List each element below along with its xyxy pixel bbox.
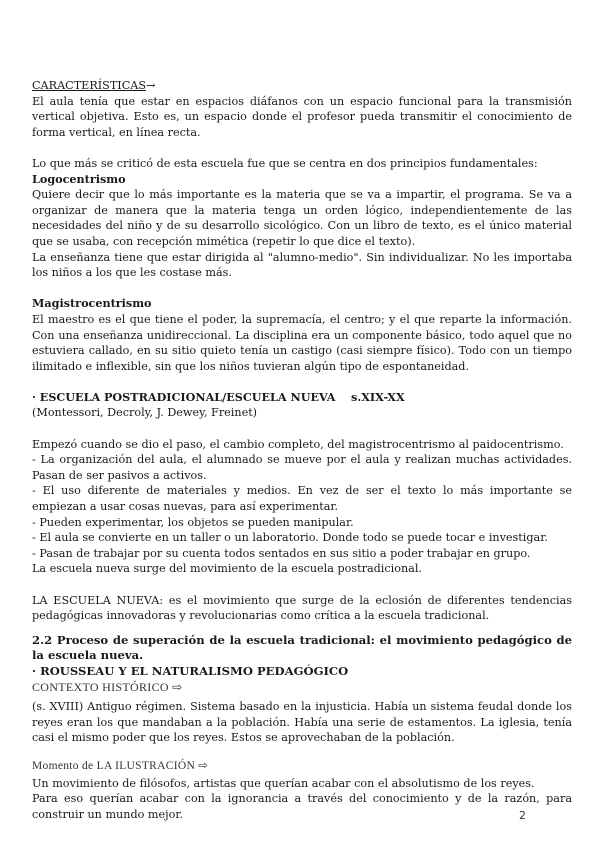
contexto-text: (s. XVIII) Antiguo régimen. Sistema basado en la injusticia. Había un sistema feudal donde los reyes eran los que mandaban a la población. Había una serie de estamentos. La iglesia, tenía casi el mismo poder que los reyes. Estos se aprovechaban de la población. [32, 700, 572, 745]
escuela-nueva-item: - Pasan de trabajar por su cuenta todos sentados en sus sitio a poder trabajar en grupo. [32, 546, 531, 560]
ilustracion-label: Momento de LA ILUSTRACIÓN ⇨ [32, 759, 209, 772]
caracteristicas-heading-text: CARACTERÍSTICAS [32, 79, 147, 92]
escuela-nueva-item: - El aula se convierte en un taller o un laboratorio. Donde todo se puede tocar e investigar. [32, 531, 548, 545]
ilustracion-text-2: Para eso querían acabar con la ignorancia a través del conocimiento y de la razón, para construir un mundo mejor. [32, 792, 572, 821]
logocentrismo-text: Quiere decir que lo más importante es la materia que se va a impartir, el programa. Se va a organizar de manera que la materia tenga un orden lógico, independientemente de las necesidades del niño y de su desarrollo sicológico. Con un libro de texto, es el único material que se usaba, con recepción mimética (repetir lo que dice el texto). [32, 188, 572, 248]
section-2-2-title: 2.2 Proceso de superación de la escuela tradicional: el movimiento pedagógico de la escuela nueva. [32, 632, 572, 663]
contexto-label: CONTEXTO HISTÓRICO ⇨ [32, 680, 183, 694]
document-page [32, 78, 572, 823]
escuela-nueva-definition: LA ESCUELA NUEVA: es el movimiento que surge de la eclosión de diferentes tendencias pedagógicas innovadoras y revolucionarias como crítica a la escuela tradicional. [32, 593, 572, 623]
caracteristicas-heading [32, 78, 572, 94]
magistrocentrismo-title: Magistrocentrismo [32, 296, 152, 311]
section-2-2-subtitle: · ROUSSEAU Y EL NATURALISMO PEDAGÓGICO [32, 663, 349, 678]
escuela-nueva-item: - El uso diferente de materiales y medios. En vez de ser el texto lo más importante se empiezan a usar cosas nuevas, para así experimentar. [32, 484, 572, 514]
escuela-nueva-authors: (Montessori, Decroly, J. Dewey, Freinet) [32, 406, 258, 420]
logocentrismo-title: Logocentrismo [32, 171, 126, 186]
arrow-icon: → [146, 79, 156, 92]
escuela-nueva-title: · ESCUELA POSTRADICIONAL/ESCUELA NUEVA s.XIX-XX [32, 389, 405, 404]
magistrocentrismo-text: El maestro es el que tiene el poder, la supremacía, el centro; y el que reparte la información. Con una enseñanza unidireccional. La disciplina era un componente básico, todo aquel que no estuviera callado, en su sitio quieto tenía un castigo (casi siempre físico). Todo con un tiempo ilimitado e inflexible, sin que los niños tuvieran algún tipo de espontaneidad. [32, 312, 572, 373]
logocentrismo-text-2: La enseñanza tiene que estar dirigida al "alumno-medio". Sin individualizar. No les importaba los niños a los que les costase más. [32, 250, 572, 280]
criticas-intro: Lo que más se criticó de esta escuela fue que se centra en dos principios fundamentales: [32, 156, 538, 170]
escuela-nueva-item: - La organización del aula, el alumnado se mueve por el aula y realizan muchas actividades. Pasan de ser pasivos a activos. [32, 453, 572, 482]
escuela-nueva-intro: Empezó cuando se dio el paso, el cambio completo, del magistrocentrismo al paidocentrismo. [32, 437, 564, 451]
escuela-nueva-item: - Pueden experimentar, los objetos se pueden manipular. [32, 515, 354, 529]
page-number: 2 [519, 809, 526, 822]
ilustracion-text-1: Un movimiento de filósofos, artistas que querían acabar con el absolutismo de los reyes. [32, 776, 535, 790]
caracteristicas-text: El aula tenía que estar en espacios diáfanos con un espacio funcional para la transmisión vertical objetiva. Esto es, un espacio donde el profesor pueda transmitir el conocimiento de forma vertical, en línea recta. [32, 94, 572, 139]
escuela-nueva-closing: La escuela nueva surge del movimiento de la escuela postradicional. [32, 562, 422, 576]
